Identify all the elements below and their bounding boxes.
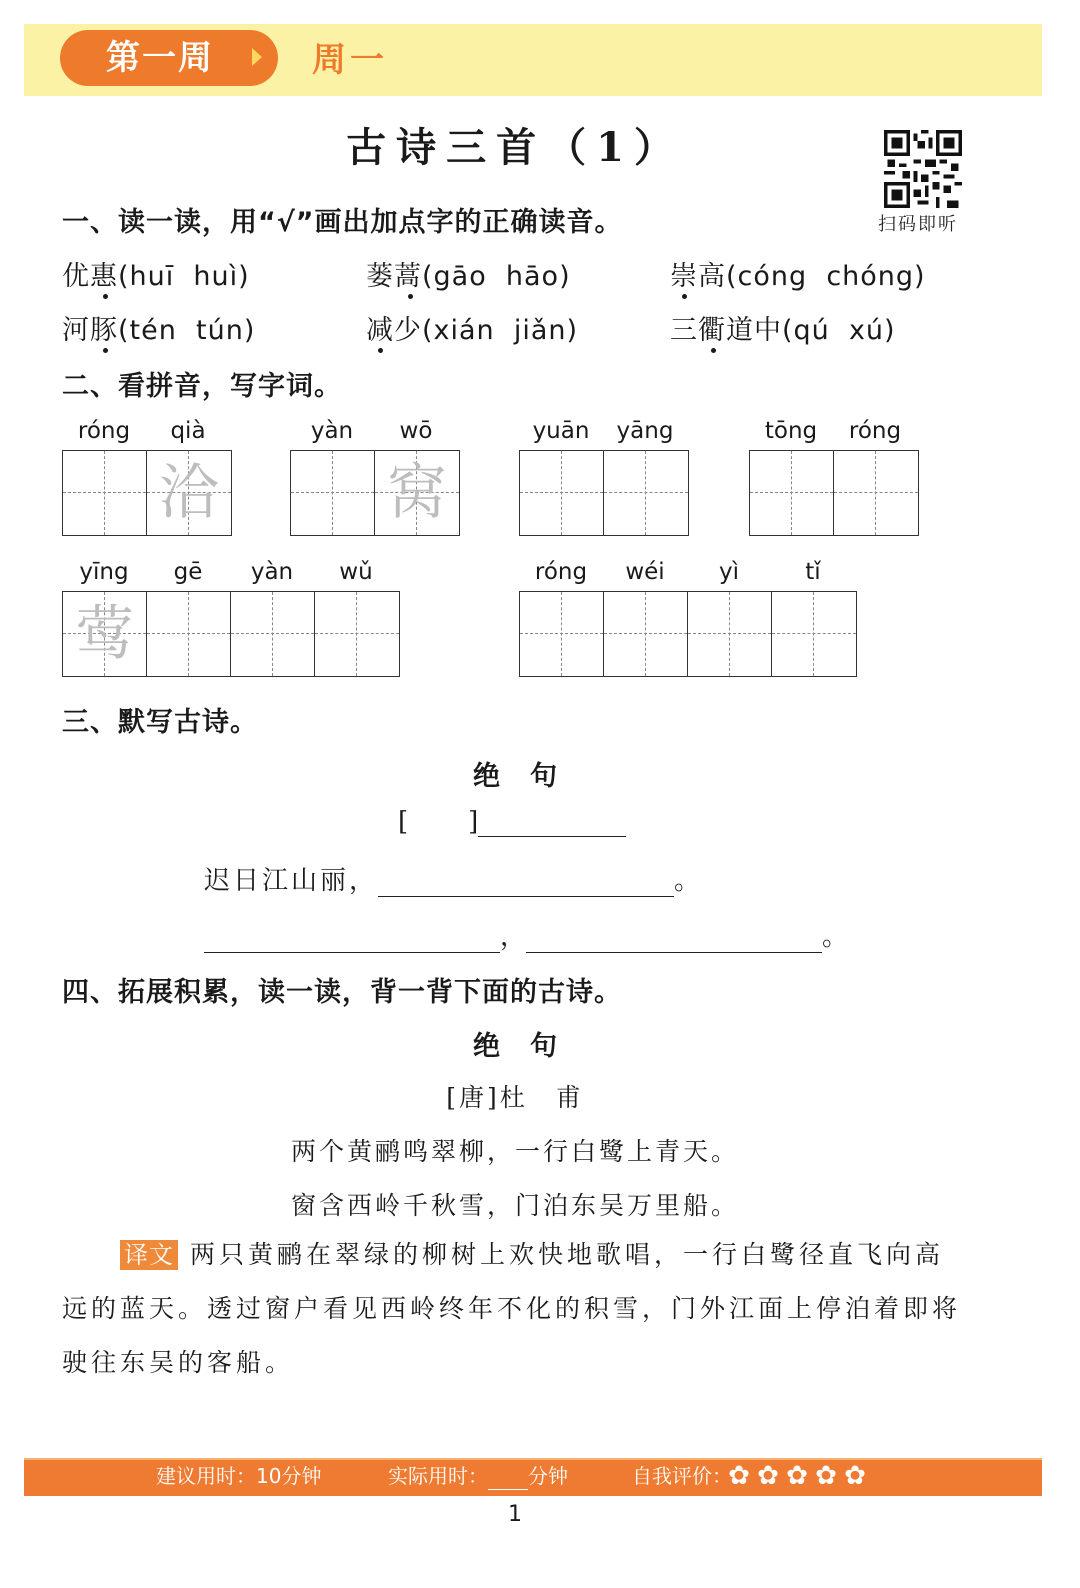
- writing-cell[interactable]: [604, 451, 688, 535]
- pinyin-label: róng: [534, 559, 588, 585]
- pinyin-group: [62, 418, 232, 536]
- translation-paragraph: [62, 1228, 972, 1390]
- reading-item: 优惠(huī huì): [62, 261, 250, 292]
- section-3-heading: 三、默写古诗。: [62, 707, 258, 738]
- section-1-heading: 一、读一读，用“√”画出加点字的正确读音。: [62, 207, 623, 238]
- writing-cell[interactable]: [750, 451, 834, 535]
- poem-2-line-2: 窗含西岭千秋雪，门泊东吴万里船。: [290, 1191, 739, 1220]
- emphasis-dot: [103, 348, 108, 353]
- emphasis-dot: [408, 294, 413, 299]
- writing-cell[interactable]: [520, 592, 604, 676]
- qr-label: 扫码即听: [878, 214, 958, 235]
- writing-cell[interactable]: [520, 451, 604, 535]
- poem-1-line-2: ， 。: [204, 916, 848, 953]
- section-2-heading: 二、看拼音，写字词。: [62, 371, 342, 402]
- pinyin-label: gē: [173, 559, 203, 585]
- poem-2-author: [唐]杜 甫: [446, 1083, 584, 1112]
- writing-cell[interactable]: [291, 451, 375, 535]
- writing-cell[interactable]: [604, 592, 688, 676]
- poem-2-line-1: 两个黄鹂鸣翠柳，一行白鹭上青天。: [290, 1137, 739, 1166]
- pinyin-label: yāng: [616, 418, 674, 444]
- pinyin-label: yì: [718, 559, 739, 585]
- week-label: 第一周: [60, 30, 278, 86]
- reading-item: 减少(xián jiǎn): [366, 315, 579, 346]
- pinyin-label: wéi: [625, 559, 665, 585]
- pinyin-label: yīng: [79, 559, 129, 585]
- answer-line[interactable]: [204, 922, 500, 953]
- pinyin-group: [749, 418, 919, 536]
- pinyin-label: tōng: [764, 418, 818, 444]
- actual-time-blank[interactable]: [488, 1467, 528, 1490]
- pinyin-label: qià: [170, 418, 206, 444]
- section-4-heading: 四、拓展积累，读一读，背一背下面的古诗。: [62, 977, 622, 1008]
- reading-item: 河豚(tén tún): [62, 315, 256, 346]
- flower-rating-icon[interactable]: ✿: [786, 1461, 808, 1491]
- poem-1-title: 绝句: [473, 761, 587, 792]
- pinyin-group: [290, 418, 460, 536]
- emphasis-dot: [682, 294, 687, 299]
- day-label: 周一: [312, 40, 388, 80]
- pinyin-group: [519, 559, 857, 677]
- pinyin-label: yàn: [310, 418, 354, 444]
- pinyin-group: [62, 559, 400, 677]
- rating-stars: [726, 1463, 871, 1489]
- author-blank: [ ]: [398, 806, 626, 837]
- suggested-time: 建议用时：10分钟: [156, 1464, 322, 1488]
- emphasis-dot: [103, 294, 108, 299]
- flower-rating-icon[interactable]: ✿: [728, 1461, 750, 1491]
- writing-cell[interactable]: 莺: [63, 592, 147, 676]
- writing-cell[interactable]: 窝: [375, 451, 459, 535]
- pinyin-label: róng: [848, 418, 902, 444]
- writing-cell[interactable]: [147, 592, 231, 676]
- flower-rating-icon[interactable]: ✿: [757, 1461, 779, 1491]
- writing-cell[interactable]: [231, 592, 315, 676]
- flower-rating-icon[interactable]: ✿: [844, 1461, 866, 1491]
- pinyin-label: wō: [399, 418, 433, 444]
- translation-tag: 译文: [120, 1240, 178, 1270]
- answer-line[interactable]: [526, 922, 822, 953]
- writing-cell[interactable]: [688, 592, 772, 676]
- flower-rating-icon[interactable]: ✿: [815, 1461, 837, 1491]
- pinyin-label: yàn: [250, 559, 294, 585]
- writing-cell[interactable]: [772, 592, 856, 676]
- reading-item: 崇高(cóng chóng): [670, 261, 926, 292]
- qr-code-icon[interactable]: [884, 130, 962, 208]
- writing-cell[interactable]: [63, 451, 147, 535]
- answer-line[interactable]: [478, 806, 626, 837]
- reading-item: 蒌蒿(gāo hāo): [366, 261, 571, 292]
- translation-text: 两只黄鹂在翠绿的柳树上欢快地歌唱，一行白鹭径直飞向高远的蓝天。透过窗户看见西岭终年不化的积雪，门外江面上停泊着即将驶往东吴的客船。: [62, 1240, 962, 1377]
- pinyin-label: róng: [77, 418, 131, 444]
- emphasis-dot: [711, 348, 716, 353]
- pinyin-group: [519, 418, 689, 536]
- writing-cell[interactable]: [315, 592, 399, 676]
- writing-cell[interactable]: [834, 451, 918, 535]
- arrow-icon: [252, 48, 262, 66]
- actual-time: 实际用时： 分钟: [388, 1464, 568, 1488]
- self-eval-label: 自我评价：: [632, 1464, 732, 1488]
- poem-2-title: 绝句: [473, 1031, 587, 1062]
- reading-item: 三衢道中(qú xú): [670, 315, 896, 346]
- emphasis-dot: [378, 348, 383, 353]
- writing-cell[interactable]: 洽: [147, 451, 231, 535]
- pinyin-label: wǔ: [339, 559, 373, 585]
- page-title: 古诗三首（1）: [346, 124, 684, 171]
- page-number: 1: [508, 1502, 522, 1527]
- pinyin-label: yuān: [532, 418, 590, 444]
- answer-line[interactable]: [378, 866, 674, 897]
- poem-1-line-1: 迟日江山丽， 。: [204, 866, 704, 896]
- pinyin-label: tǐ: [805, 559, 821, 585]
